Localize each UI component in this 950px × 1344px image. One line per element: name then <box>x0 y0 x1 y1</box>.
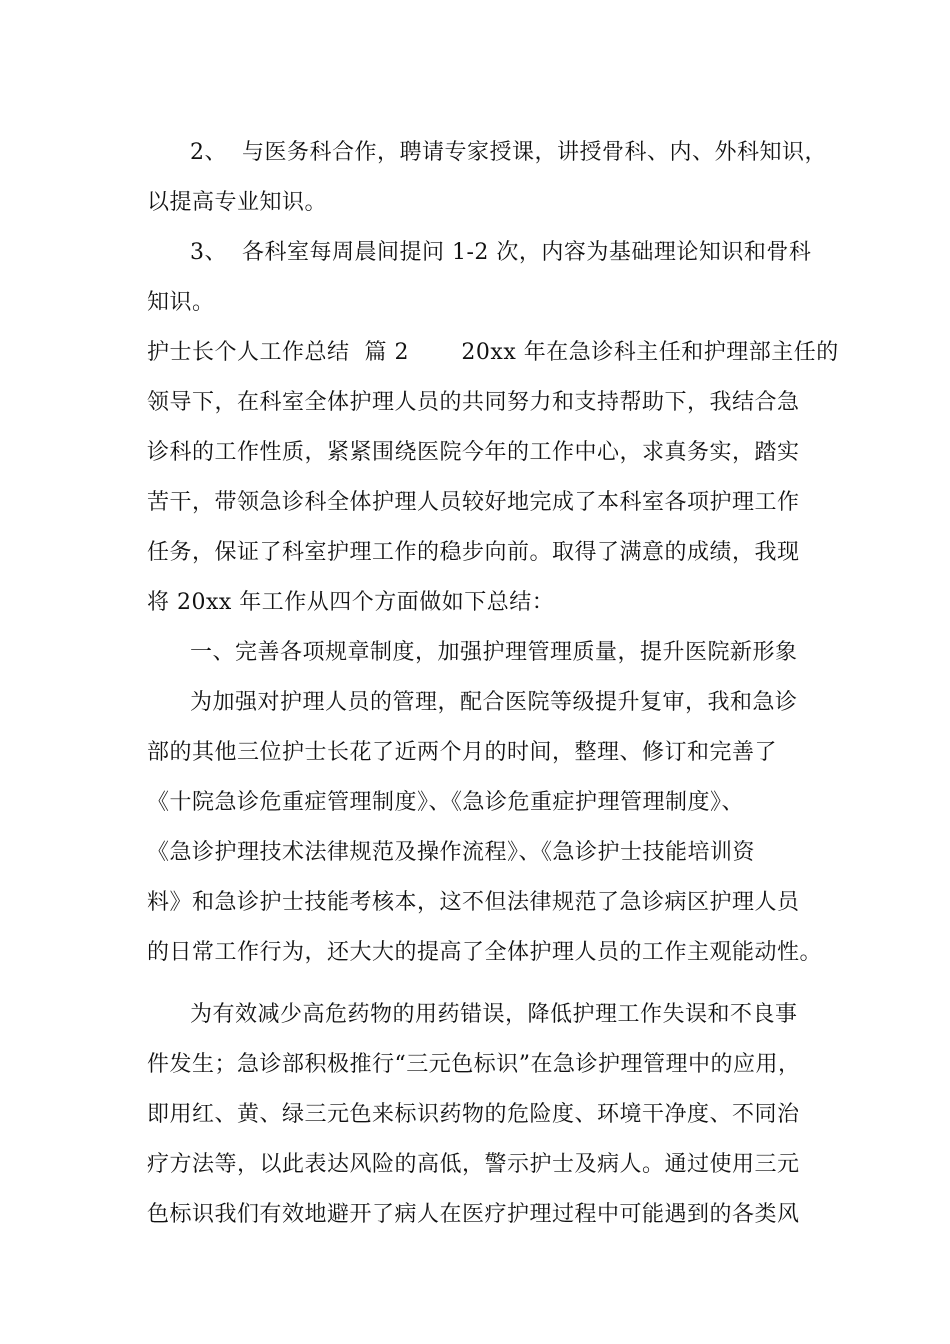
text-line: 为有效减少高危药物的用药错误，降低护理工作失误和不良事 <box>190 1002 798 1027</box>
text-line: 苦干，带领急诊科全体护理人员较好地完成了本科室各项护理工作 <box>147 490 800 515</box>
text-line: 色标识我们有效地避开了病人在医疗护理过程中可能遇到的各类风 <box>147 1202 800 1227</box>
text-line: 件发生；急诊部积极推行“三元色标识”在急诊护理管理中的应用， <box>147 1052 801 1077</box>
text-line: 领导下，在科室全体护理人员的共同努力和支持帮助下，我结合急 <box>147 390 800 415</box>
text-line: 诊科的工作性质，紧紧围绕医院今年的工作中心，求真务实，踏实 <box>147 440 800 465</box>
section-heading-line: 护士长个人工作总结 篇 2 20xx 年在急诊科主任和护理部主任的 <box>147 340 839 365</box>
subheading-line: 一、完善各项规章制度，加强护理管理质量，提升医院新形象 <box>190 640 798 665</box>
text-line: 的日常工作行为，还大大的提高了全体护理人员的工作主观能动性。 <box>147 940 823 965</box>
text-line: 以提高专业知识。 <box>147 190 328 215</box>
text-line: 部的其他三位护士长花了近两个月的时间，整理、修订和完善了 <box>147 740 778 765</box>
text-line: 疗方法等，以此表达风险的高低，警示护士及病人。通过使用三元 <box>147 1152 800 1177</box>
text-line: 即用红、黄、绿三元色来标识药物的危险度、环境干净度、不同治 <box>147 1102 800 1127</box>
text-line: 《十院急诊危重症管理制度》、《急诊危重症护理管理制度》、 <box>147 790 745 815</box>
text-line: 将 20xx 年工作从四个方面做如下总结： <box>147 590 555 615</box>
text-line: 3、 各科室每周晨间提问 1-2 次，内容为基础理论知识和骨科 <box>190 240 812 265</box>
text-line: 知识。 <box>147 290 215 315</box>
text-line: 《急诊护理技术法律规范及操作流程》、《急诊护士技能培训资 <box>147 840 756 865</box>
text-line: 料》和急诊护士技能考核本，这不但法律规范了急诊病区护理人员 <box>147 890 800 915</box>
text-line: 为加强对护理人员的管理，配合医院等级提升复审，我和急诊 <box>190 690 798 715</box>
text-line: 2、 与医务科合作，聘请专家授课，讲授骨科、内、外科知识， <box>190 140 827 165</box>
text-line: 任务，保证了科室护理工作的稳步向前。取得了满意的成绩，我现 <box>147 540 800 565</box>
